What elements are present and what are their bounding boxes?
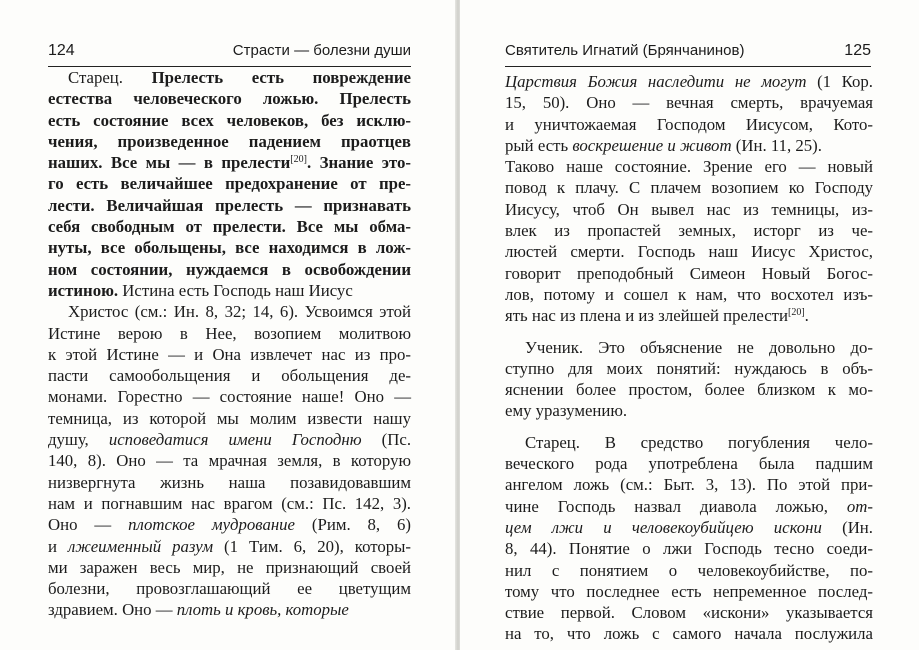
text-run: 8, 44). Понятие о лжи Господь тесно соеди- <box>505 539 873 559</box>
text-line <box>48 599 411 620</box>
text-run: монами. Горестно — состояние наше! Оно — <box>48 387 411 407</box>
text-run: ему уразумению. <box>505 401 628 421</box>
bold-text: есть состояние всех человеков, без исклю- <box>48 110 411 130</box>
text-run: Таково наше состояние. Зрение его — новый <box>505 157 873 177</box>
italic-text: лжеименный разум <box>67 536 214 556</box>
text-run: Иисусу, чтоб Он вывел нас из темницы, из- <box>505 199 873 219</box>
text-line <box>48 323 411 344</box>
text-run: Ученик. Это объяснение не довольно до- <box>525 337 873 357</box>
italic-text: Царствия Божия наследити не могут <box>505 72 807 91</box>
text-run: болезни, провозглашающий ее цветущим <box>48 579 411 599</box>
text-line <box>505 432 873 453</box>
text-run: к этой Истине — и Она извлечет нас из про- <box>48 344 411 364</box>
text-line <box>48 472 411 493</box>
paragraph-gap <box>505 422 873 432</box>
bold-text: Прелесть есть повреждение <box>151 68 411 87</box>
text-run: и <box>48 536 68 556</box>
text-line <box>505 400 873 421</box>
text-run: Истина есть Господь наш Иисус <box>118 280 353 300</box>
text-line <box>505 496 873 517</box>
body-text <box>48 67 411 621</box>
text-run: (Ин. 11, 25). <box>731 135 822 155</box>
text-run: 15, 50). Оно — вечная смерть, врачуемая <box>505 93 873 113</box>
body-text <box>505 71 873 645</box>
text-line <box>48 110 411 131</box>
text-run: Старец. В средство погубления чело- <box>525 432 873 452</box>
text-run: тому что последнее есть непременное послед- <box>505 581 873 601</box>
text-line <box>48 237 411 258</box>
text-run: 140, 8). Оно — та мрачная земля, в которую <box>48 451 411 471</box>
text-run: говорит преподобный Симеон Новый Богос- <box>505 263 873 283</box>
text-line <box>505 623 873 644</box>
bold-text: . Знание это- <box>306 153 411 173</box>
text-run: (1 Тим. 6, 20), которы- <box>213 536 411 556</box>
text-line <box>505 305 873 326</box>
text-line <box>48 386 411 407</box>
text-line <box>48 514 411 535</box>
text-run: пасти самообольщения и обольщения де- <box>48 366 411 386</box>
text-line <box>505 517 873 538</box>
text-run: ствие первой. Словом «искони» указывается <box>505 603 873 623</box>
text-run: (1 Кор. <box>806 72 874 91</box>
bold-text: истиною. <box>48 280 119 300</box>
bold-text: наших. Все мы — в прелести <box>48 153 291 173</box>
text-run: нам и погнавшим нас врагом (см.: Пс. 142, 3). <box>48 493 411 513</box>
text-run: ми заражен весь мир, не признающий своей <box>48 557 411 577</box>
text-line <box>505 241 873 262</box>
text-line <box>505 379 873 400</box>
text-line <box>48 152 411 173</box>
text-line <box>48 301 411 322</box>
text-run: лов, потому и сошел к нам, что восхотел изъ- <box>505 284 873 304</box>
text-line <box>48 131 411 152</box>
italic-text: плоть и кровь, которые <box>176 600 349 620</box>
text-line <box>505 156 873 177</box>
text-line <box>505 92 873 113</box>
text-run: люстей смерти. Господь наш Иисус Христос, <box>505 242 873 262</box>
bold-text: нуты, все обольщены, все находимся в лож- <box>48 238 411 258</box>
running-header <box>505 40 871 67</box>
footnote-ref: [20] <box>788 307 805 319</box>
footnote-ref: [20] <box>290 154 307 166</box>
italic-text: цем лжи и человекоубийцею искони <box>505 517 822 537</box>
page-number: 124 <box>48 42 75 59</box>
text-line <box>48 578 411 599</box>
text-run: темница, из которой мы молим извести нашу <box>48 408 411 428</box>
text-line <box>48 344 411 365</box>
text-line <box>48 280 411 301</box>
text-line <box>505 474 873 495</box>
text-line <box>48 536 411 557</box>
text-run: низвергнута жизнь наша позавидовавшим <box>48 472 411 492</box>
text-line <box>505 284 873 305</box>
paragraph-gap <box>505 327 873 337</box>
text-line <box>505 199 873 220</box>
text-run: яснении более простом, более близком к мо- <box>505 380 873 400</box>
text-run: Истине верою в Нее, возопием молитвою <box>48 323 411 343</box>
left-page <box>0 0 456 650</box>
text-run: душу, <box>48 430 109 450</box>
text-line <box>505 358 873 379</box>
text-run: на то, что ложь с самого начала послужила <box>505 624 873 644</box>
right-page <box>460 0 919 650</box>
text-line <box>48 173 411 194</box>
text-line <box>505 581 873 602</box>
text-run: здравием. Оно — <box>48 600 177 620</box>
text-run: влек из пропастей земных, исторг из че- <box>505 221 873 241</box>
text-line <box>505 602 873 623</box>
running-title: Святитель Игнатий (Брянчанинов) <box>505 42 745 59</box>
text-line <box>48 88 411 109</box>
text-run: Оно — <box>48 515 129 535</box>
text-line <box>505 114 873 135</box>
text-run: веческого рода употреблена была падшим <box>505 454 873 474</box>
text-run: ступно для моих понятий: нуждаюсь в объ- <box>505 358 873 378</box>
text-line <box>48 259 411 280</box>
text-run: рый есть <box>505 135 573 155</box>
text-run: и уничтожаемая Господом Иисусом, Кото- <box>505 114 873 134</box>
text-line <box>505 453 873 474</box>
bold-text: себя свободным от прелести. Все мы обма- <box>48 217 411 237</box>
running-header <box>48 40 411 67</box>
text-line <box>48 450 411 471</box>
text-line <box>48 365 411 386</box>
text-run: нил с понятием о человекоубийстве, по- <box>505 560 873 580</box>
text-run: ангелом ложь (см.: Быт. 3, 13). По этой при- <box>505 475 873 495</box>
text-line <box>48 216 411 237</box>
text-run: (Пс. <box>361 430 412 450</box>
text-run: ять нас из плена и из злейшей прелести <box>505 306 788 326</box>
text-run: чине Господь назвал диавола ложью, <box>505 496 847 516</box>
italic-text: исповедатися имени Господню <box>108 430 362 450</box>
italic-text: воскрешение и живот <box>572 135 732 155</box>
text-line <box>505 263 873 284</box>
text-line <box>48 195 411 216</box>
text-line <box>505 177 873 198</box>
text-line <box>48 67 411 88</box>
text-line <box>505 71 873 92</box>
bold-text: чения, произведенное падением праотцев <box>48 131 411 151</box>
text-line <box>48 429 411 450</box>
text-run: (Рим. 8, 6) <box>295 515 412 535</box>
running-title: Страсти — болезни души <box>232 42 411 59</box>
text-run: Старец. <box>68 68 152 87</box>
text-line <box>48 557 411 578</box>
bold-text: лести. Величайшая прелесть — признавать <box>48 195 411 215</box>
bold-text: го есть величайшее предохранение от пре- <box>48 174 411 194</box>
text-line <box>505 135 873 156</box>
bold-text: ном состоянии, нуждаемся в освобождении <box>48 259 411 279</box>
text-line <box>505 337 873 358</box>
italic-text: от- <box>846 496 873 516</box>
text-line <box>48 408 411 429</box>
text-run: Христос (см.: Ин. 8, 32; 14, 6). Усвоимся этой <box>68 302 411 322</box>
bold-text: естества человеческого ложью. Прелесть <box>48 89 411 109</box>
page-number: 125 <box>844 42 871 59</box>
italic-text: плотское мудрование <box>128 515 296 535</box>
text-line <box>505 220 873 241</box>
text-line <box>505 538 873 559</box>
text-line <box>48 493 411 514</box>
text-run: повод к плачу. С плачем возопием ко Господу <box>505 178 873 198</box>
text-run: (Ин. <box>821 517 873 537</box>
text-line <box>505 560 873 581</box>
text-run: . <box>804 306 809 326</box>
